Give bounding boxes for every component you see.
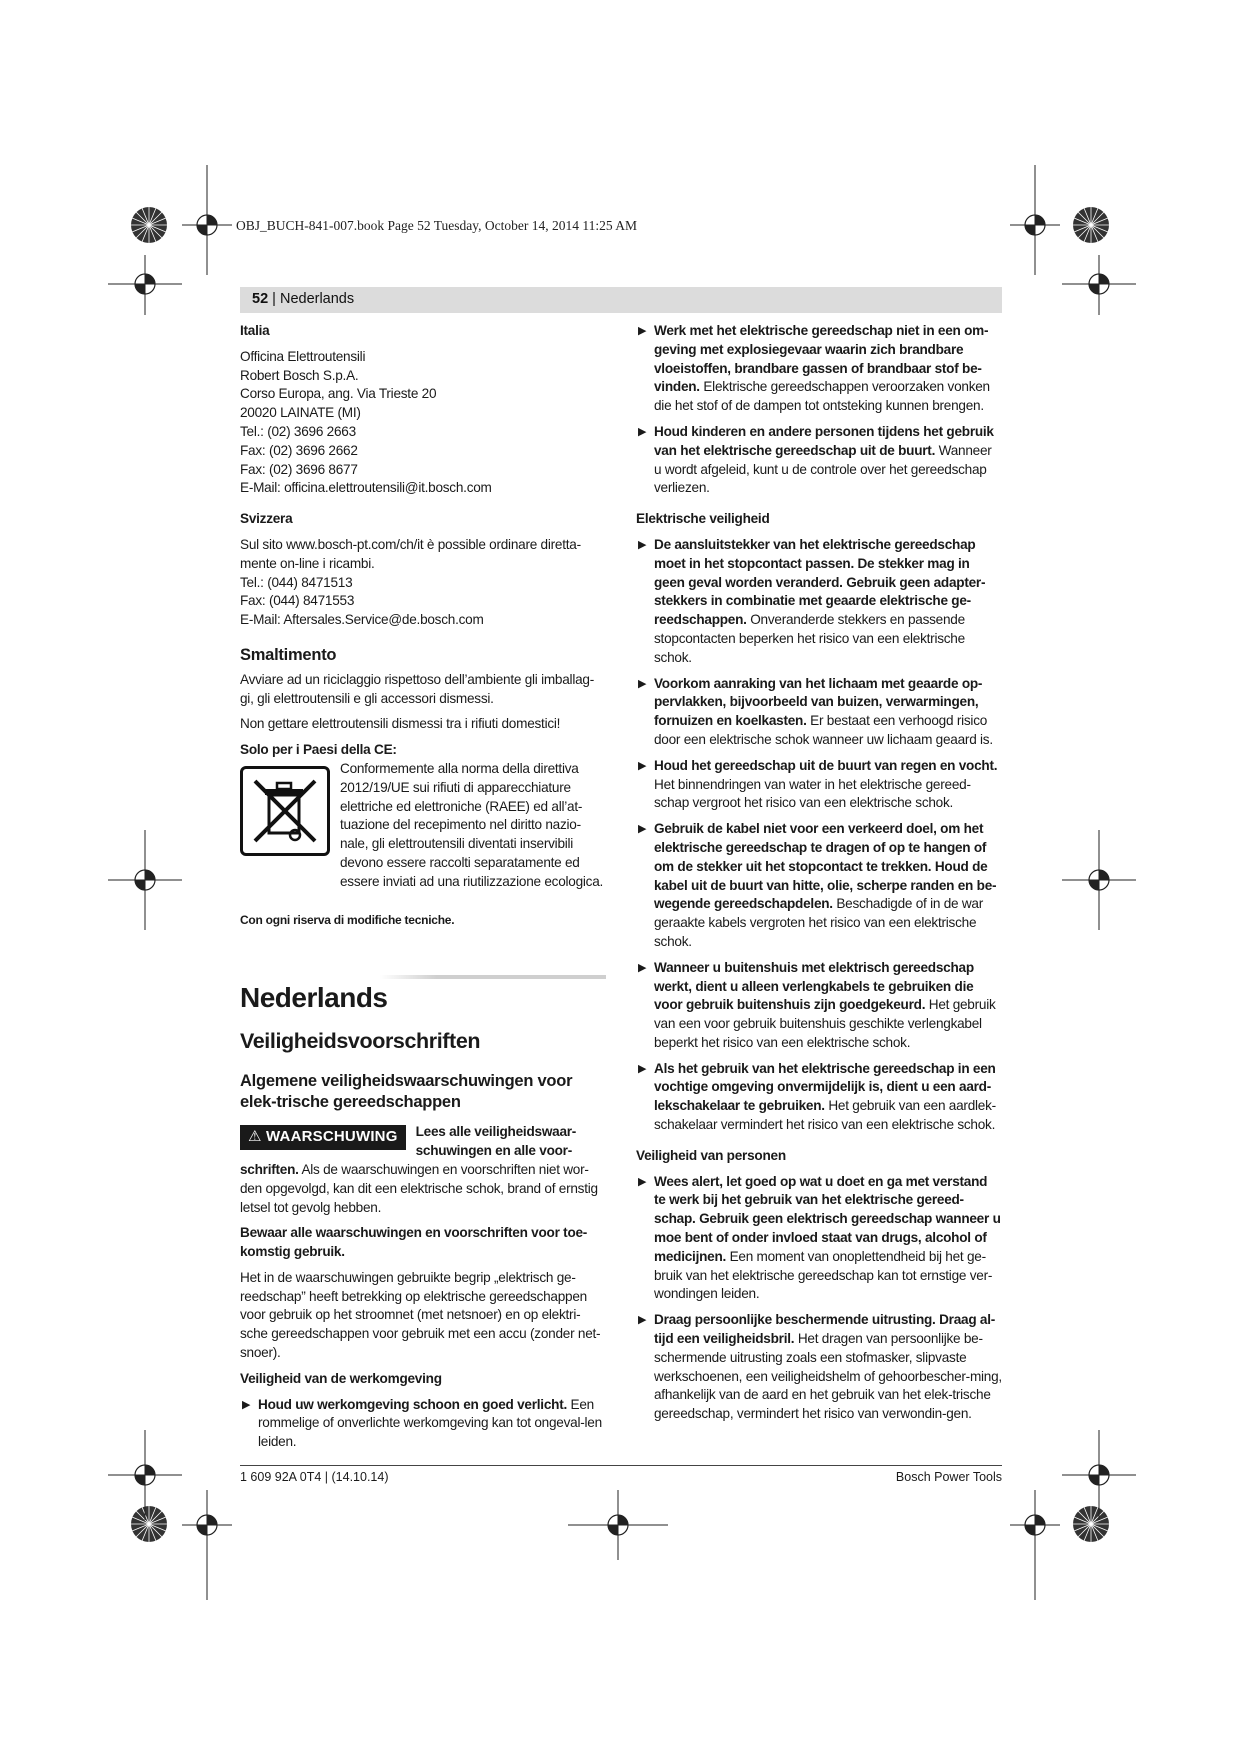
- bullet-triangle-icon: ▶: [638, 1175, 647, 1188]
- registration-rosette-top-left: [130, 206, 168, 244]
- running-header-bar: [240, 287, 1002, 313]
- svizzera-line: Fax: (044) 8471553: [240, 593, 355, 609]
- bullet-triangle-icon: ▶: [638, 677, 647, 690]
- bullet-text: Het gebruik van een aardlek-schakelaar vermindert het risico van een elektrische schok.: [654, 1098, 996, 1133]
- bullet-triangle-icon: ▶: [638, 759, 647, 772]
- svizzera-line: Tel.: (044) 8471513: [240, 574, 353, 590]
- italia-line: 20020 LAINATE (MI): [240, 405, 361, 421]
- crosshair-mark-top-right: [1010, 165, 1060, 275]
- bullet-bold: Draag persoonlijke beschermende uitrusting. Draag al-tijd een veiligheidsbril.: [654, 1312, 996, 1347]
- personal-safety-heading: Veiligheid van personen: [636, 1147, 786, 1163]
- bullet-bold: Als het gebruik van het elektrische gereedschap in een vochtige omgeving onvermijdelijk is, dient u een aard-lekschakelaar te gebruiken.: [654, 1060, 996, 1114]
- italia-line: Robert Bosch S.p.A.: [240, 367, 359, 383]
- italia-line: Fax: (02) 3696 8677: [240, 461, 358, 477]
- warning-text: Als de waarschuwingen en voorschriften niet wor-den opgevolgd, kan dit een elektrische schok, brand of ernstig letsel tot gevolg hebben.: [240, 1161, 598, 1215]
- electrical-safety-heading: Elektrische veiligheid: [636, 511, 770, 527]
- ce-text: Conformemente alla norma della direttiva 2012/19/UE sui rifiuti di apparecchiature elettriche ed elettroniche (RAEE) ed all’at-tuazione del recepimento nel diritto nazio-nale, gli elettroutensili diventati inservibili devono essere raccolti separatamente ed essere inviati ad una riutilizzazione ecologica.: [340, 760, 604, 889]
- technical-reserve-note: Con ogni riserva di modifiche tecniche.: [240, 912, 455, 927]
- work-area-bullet: [240, 1396, 606, 1452]
- smaltimento-heading: Smaltimento: [240, 645, 337, 664]
- svizzera-line: E-Mail: Aftersales.Service@de.bosch.com: [240, 612, 484, 628]
- italia-line: Tel.: (02) 3696 2663: [240, 423, 356, 439]
- italia-heading: Italia: [240, 323, 270, 338]
- safety-bullet: [636, 1060, 1002, 1135]
- bullet-text: Onveranderde stekkers en passende stopcontacten beperken het risico van een elektrische schok.: [654, 612, 965, 665]
- warning-bold-text: Lees alle veiligheidswaar-schuwingen en alle voor-schriften.: [240, 1124, 577, 1177]
- ce-heading: Solo per i Paesi della CE:: [240, 742, 397, 758]
- bullet-text: Een rommelige of onverlichte werkomgeving kan tot ongeval-len leiden.: [258, 1396, 602, 1450]
- bullet-text: Het dragen van persoonlijke be-schermende uitrusting zoals een stofmasker, slipvaste werkschoenen, een veiligheidshelm of gehoorbescher-ming, afhankelijk van de aard en het gebruik van het elek-trische gereedschap, vermindert het risico van verwondin-gen.: [654, 1331, 1002, 1422]
- weee-block: [240, 760, 606, 892]
- safety-bullet: [636, 675, 1002, 750]
- crosshair-mark-left-lower: [108, 1430, 182, 1520]
- bullet-bold: Gebruik de kabel niet voor een verkeerd doel, om het elektrische gereedschap te dragen of op te hangen of om de stekker uit het stopcontact te trekken. Houd de kabel uit de buurt van hitte, olie, scherpe randen en be-wegende gereedschapdelen.: [654, 821, 997, 912]
- safety-bullet: [636, 536, 1002, 668]
- footer-brand: Bosch Power Tools: [895, 1470, 1002, 1484]
- language-section-head: [240, 975, 606, 1015]
- crosshair-mark-bottom-left: [182, 1490, 232, 1600]
- safety-bullet: [636, 820, 1002, 952]
- warning-paragraph: [240, 1123, 606, 1217]
- safety-bullet: [636, 1311, 1002, 1424]
- general-warnings-heading: Algemene veiligheidswaarschuwingen voor elek-trische gereedschappen: [240, 1072, 573, 1112]
- bullet-triangle-icon: ▶: [638, 961, 647, 974]
- bullet-text: Elektrische gereedschappen veroorzaken vonken die het stof of de dampen tot ontsteking kunnen brengen.: [654, 379, 990, 414]
- footer-document-number: 1 609 92A 0T4 | (14.10.14): [240, 1470, 389, 1484]
- svizzera-text: Sul sito www.bosch-pt.com/ch/it è possible ordinare diretta-mente on-line i ricambi.: [240, 536, 581, 571]
- bullet-triangle-icon: ▶: [638, 325, 647, 337]
- bullet-bold: Voorkom aanraking van het lichaam met geaarde op-pervlakken, bijvoorbeeld van buizen, verwarmingen, fornuizen en koelkasten.: [654, 675, 983, 729]
- footer-rule: [240, 1465, 1002, 1466]
- safety-bullet: [636, 959, 1002, 1053]
- smaltimento-p1: Avviare ad un riciclaggio rispettoso dell’ambiente gli imballag-gi, gli elettroutensili e gli accessori dismessi.: [240, 671, 594, 706]
- crosshair-mark-bottom-center: [568, 1490, 668, 1560]
- power-tool-definition: Het in de waarschuwingen gebruikte begrip „elektrisch ge-reedschap” heeft betrekking op elektrische gereedschappen voor gebruik op het stroomnet (met netsnoer) en op elektri-sche gereedschappen voor gebruik met een accu (zonder net-snoer).: [240, 1269, 601, 1361]
- keep-instructions-heading: Bewaar alle waarschuwingen en voorschriften voor toe-komstig gebruik.: [240, 1225, 588, 1260]
- language-rule: [380, 975, 606, 979]
- safety-bullet: [636, 322, 1002, 416]
- left-column: [240, 322, 606, 1452]
- crosshair-mark-right-upper: [1062, 255, 1136, 315]
- italia-line: Fax: (02) 3696 2662: [240, 442, 358, 458]
- bullet-bold: Werk met het elektrische gereedschap niet in een om-geving met explosiegevaar waarin zich brandbare vloeistoffen, brandbare gassen of brandbaar stof be-vinden.: [654, 323, 989, 395]
- right-column: [636, 322, 1002, 1424]
- crosshair-mark-bottom-right: [1010, 1490, 1060, 1600]
- registration-rosette-top-right: [1072, 206, 1110, 244]
- bullet-text: Het binnendringen van water in het elektrische gereed-schap vergroot het risico van een elektrische schok.: [654, 776, 971, 811]
- bullet-bold: De aansluitstekker van het elektrische gereedschap moet in het stopcontact passen. De stekker mag in geen geval worden veranderd. Gebruik geen adapter-stekkers in combinatie met geaarde elektrische ge-reedschappen.: [654, 536, 986, 628]
- safety-bullet: [636, 423, 1002, 498]
- italia-line: Officina Elettroutensili: [240, 348, 366, 364]
- crosshair-mark-left-middle: [108, 830, 182, 930]
- warning-triangle-icon: ⚠: [248, 1128, 262, 1146]
- warning-badge: [240, 1125, 406, 1150]
- bullet-text: Er bestaat een verhoogd risico door een elektrische schok wanneer uw lichaam geaard is.: [654, 713, 993, 747]
- bullet-triangle-icon: ▶: [242, 1398, 251, 1411]
- safety-bullet: [636, 757, 1002, 813]
- header-separator: |: [268, 291, 280, 307]
- bullet-bold: Houd uw werkomgeving schoon en goed verlicht.: [258, 1396, 567, 1412]
- svizzera-heading: Svizzera: [240, 511, 293, 527]
- italia-line: Corso Europa, ang. Via Trieste 20: [240, 386, 437, 402]
- safety-title: Veiligheidsvoorschriften: [240, 1029, 481, 1054]
- italia-line: E-Mail: officina.elettroutensili@it.bosch.com: [240, 480, 492, 496]
- warning-badge-label: WAARSCHUWING: [266, 1128, 398, 1146]
- work-area-heading: Veiligheid van de werkomgeving: [240, 1370, 442, 1386]
- crosshair-mark-right-lower: [1062, 1430, 1136, 1520]
- safety-bullet: [636, 1173, 1002, 1305]
- bullet-text: Het gebruik van een voor gebruik buitenshuis geschikte verlengkabel beperkt het risico van een elektrische schok.: [654, 997, 996, 1050]
- header-section: Nederlands: [279, 291, 355, 307]
- crossed-out-wheelie-bin-icon: [240, 766, 330, 856]
- crosshair-mark-top-left: [182, 165, 232, 275]
- bullet-triangle-icon: ▶: [638, 425, 647, 438]
- crosshair-mark-right-middle: [1062, 830, 1136, 930]
- bullet-triangle-icon: ▶: [638, 823, 647, 836]
- crosshair-mark-left-upper: [108, 255, 182, 315]
- bullet-bold: Houd kinderen en andere personen tijdens het gebruik van het elektrische gereedschap uit de buurt.: [654, 423, 994, 458]
- running-header: [252, 291, 354, 307]
- language-title: Nederlands: [240, 982, 388, 1014]
- bullet-text: Beschadigde of in de war geraakte kabels vergroten het risico van een elektrische schok.: [654, 896, 984, 949]
- bullet-text: Wanneer u wordt afgeleid, kunt u de controle over het gereedschap verliezen.: [654, 442, 992, 496]
- bullet-triangle-icon: ▶: [638, 1062, 647, 1075]
- bullet-bold: Houd het gereedschap uit de buurt van regen en vocht.: [654, 757, 998, 773]
- smaltimento-p2: Non gettare elettroutensili dismessi tra i rifiuti domestici!: [240, 716, 561, 732]
- bullet-triangle-icon: ▶: [638, 1314, 647, 1327]
- book-info-line: OBJ_BUCH-841-007.book Page 52 Tuesday, October 14, 2014 11:25 AM: [236, 218, 637, 233]
- bullet-bold: Wees alert, let goed op wat u doet en ga met verstand te werk bij het gebruik van het elektrische gereed-schap. Gebruik geen elektrisch gereedschap wanneer u moe bent of onder invloed staat van drugs, alcohol of medicijnen.: [654, 1173, 1001, 1264]
- bullet-triangle-icon: ▶: [638, 538, 647, 551]
- bullet-text: Een moment van onoplettendheid bij het ge-bruik van het elektrische gereedschap kan tot ernstige ver-wondingen leiden.: [654, 1248, 993, 1302]
- bullet-bold: Wanneer u buitenshuis met elektrisch gereedschap werkt, dient u alleen verlengkabels te gebruiken die voor gebruik buitenshuis zijn goedgekeurd.: [654, 959, 974, 1013]
- page-number: 52: [252, 291, 269, 307]
